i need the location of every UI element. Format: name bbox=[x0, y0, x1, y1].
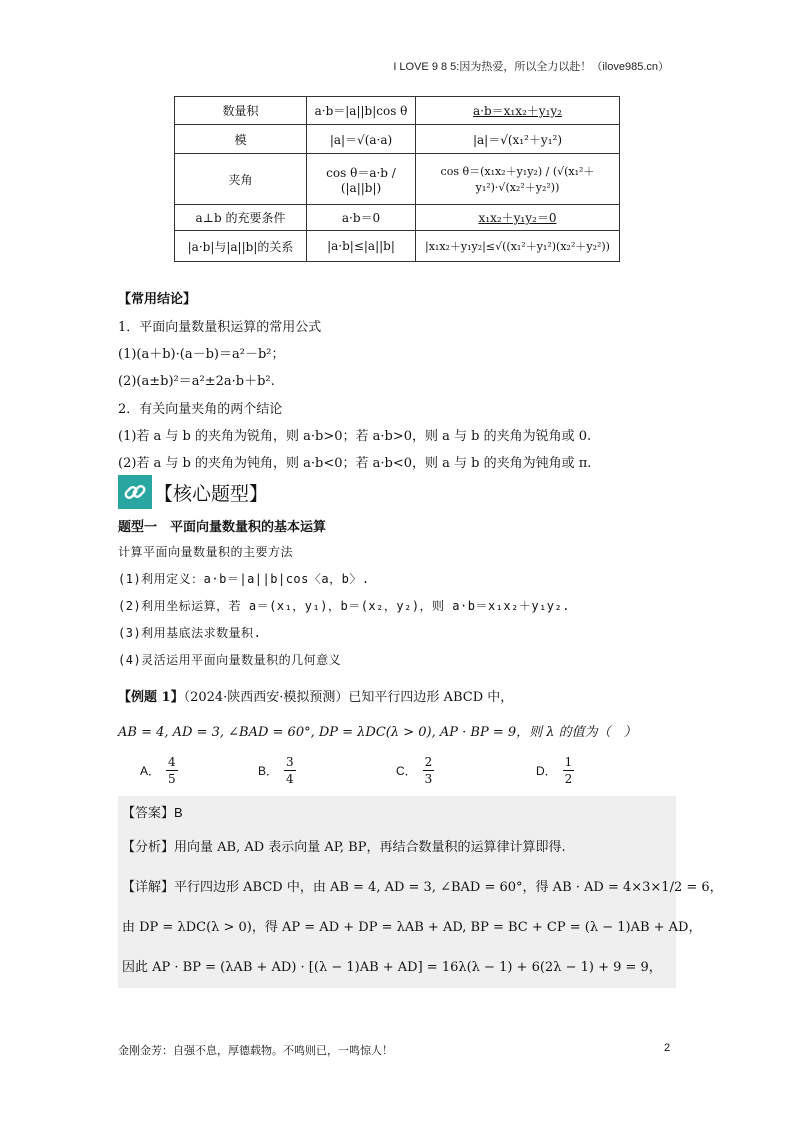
analysis-line: 【分析】用向量 AB, AD 表示向量 AP, BP，再结合数量积的运算律计算即得. bbox=[122, 840, 566, 855]
table-row bbox=[175, 125, 620, 154]
numerator: 3 bbox=[286, 755, 294, 769]
numerator: 4 bbox=[168, 755, 176, 769]
example-heading bbox=[118, 686, 513, 705]
method-title: 计算平面向量数量积的主要方法 bbox=[118, 545, 294, 559]
detail-line: 由 DP = λDC(λ > 0)，得 AP = AD + DP = λAB + AD, BP = BC + CP = (λ − 1)AB + AD， bbox=[122, 920, 702, 935]
table-row bbox=[175, 154, 620, 205]
option-label: C． bbox=[396, 764, 417, 778]
example-source: （2024·陕西西安·模拟预测）已知平行四边形 ABCD 中， bbox=[183, 690, 514, 705]
table-row bbox=[175, 205, 620, 231]
table-cell: |a|＝√(x₁²＋y₁²) bbox=[416, 125, 620, 154]
table-cell: cos θ＝a·b / (|a||b|) bbox=[307, 154, 416, 205]
fraction bbox=[166, 754, 178, 787]
denominator: 4 bbox=[286, 772, 294, 786]
table-cell: x₁x₂＋y₁y₂＝0 bbox=[416, 205, 620, 231]
topic-title: 题型一 平面向量数量积的基本运算 bbox=[118, 520, 327, 535]
detail-line: 【详解】平行四边形 ABCD 中，由 AB = 4, AD = 3, ∠BAD = 60°，得 AB · AD = 4×3×1/2 = 6， bbox=[122, 880, 723, 895]
table-cell: a·b＝x₁x₂＋y₁y₂ bbox=[416, 97, 620, 125]
option-c[interactable] bbox=[396, 754, 434, 787]
table-cell: cos θ＝(x₁x₂＋y₁y₂) / (√(x₁²＋y₁²)·√(x₂²＋y₂²)) bbox=[416, 154, 620, 205]
method-line: (2)利用坐标运算，若 a＝(x₁，y₁)，b＝(x₂，y₂)，则 a·b＝x₁x₂＋y₁y₂. bbox=[118, 599, 570, 613]
conclusion-line: 1．平面向量数量积运算的常用公式 bbox=[118, 320, 322, 335]
table-row bbox=[175, 97, 620, 125]
conclusion-line: (1)若 a 与 b 的夹角为锐角，则 a·b>0；若 a·b>0，则 a 与 b 的夹角为锐角或 0. bbox=[118, 429, 592, 444]
page-header: I LOVE 9 8 5:因为热爱，所以全力以赴！（ilove985.cn） bbox=[393, 61, 669, 73]
table-row bbox=[175, 231, 620, 262]
core-section-title bbox=[118, 474, 268, 510]
table-cell: |a·b|≤|a||b| bbox=[307, 231, 416, 262]
answer-box bbox=[118, 796, 723, 988]
table-cell: a⊥b 的充要条件 bbox=[175, 205, 307, 231]
conclusion-line: (2)若 a 与 b 的夹角为钝角，则 a·b<0；若 a·b<0，则 a 与 b 的夹角为钝角或 π. bbox=[118, 456, 592, 471]
conclusion-line: 2．有关向量夹角的两个结论 bbox=[118, 402, 283, 417]
page-number: 2 bbox=[664, 1042, 671, 1054]
conclusions-heading: 【常用结论】 bbox=[118, 292, 197, 307]
comparison-table bbox=[174, 96, 620, 262]
table-cell: |a·b|与|a||b|的关系 bbox=[175, 231, 307, 262]
numerator: 1 bbox=[564, 755, 573, 769]
option-label: B． bbox=[258, 764, 279, 778]
denominator: 5 bbox=[168, 772, 176, 786]
table-cell: a·b＝0 bbox=[307, 205, 416, 231]
link-icon bbox=[118, 475, 152, 509]
option-label: D． bbox=[536, 764, 557, 778]
page-footer: 金刚金芳：自强不息，厚德载物。不鸣则已，一鸣惊人！ bbox=[118, 1045, 393, 1057]
table-cell: |x₁x₂＋y₁y₂|≤√((x₁²＋y₁²)(x₂²＋y₂²)) bbox=[416, 231, 620, 262]
fraction bbox=[284, 754, 296, 787]
answer-line: 【答案】B bbox=[122, 805, 183, 820]
example-label: 【例题 1】 bbox=[118, 690, 184, 705]
option-b[interactable] bbox=[258, 754, 296, 787]
conclusion-line: (2)(a±b)²＝a²±2a·b＋b². bbox=[118, 374, 275, 389]
option-a[interactable] bbox=[140, 754, 178, 787]
example-condition: AB = 4, AD = 3, ∠BAD = 60°, DP = λDC(λ > 0), AP · BP = 9，则 λ 的值为（ ） bbox=[118, 725, 637, 740]
detail-line: 因此 AP · BP = (λAB + AD) · [(λ − 1)AB + AD] = 16λ(λ − 1) + 6(2λ − 1) + 9 = 9， bbox=[122, 960, 662, 975]
denominator: 2 bbox=[564, 772, 573, 786]
conclusion-line: (1)(a＋b)·(a－b)＝a²－b²； bbox=[118, 347, 285, 362]
numerator: 2 bbox=[424, 755, 433, 769]
table-cell: 夹角 bbox=[175, 154, 307, 205]
table-cell: |a|＝√(a·a) bbox=[307, 125, 416, 154]
method-line: (4)灵活运用平面向量数量积的几何意义 bbox=[118, 653, 342, 667]
fraction bbox=[563, 754, 575, 787]
method-line: (1)利用定义：a·b＝|a||b|cos〈a，b〉. bbox=[118, 572, 370, 586]
core-title: 【核心题型】 bbox=[154, 482, 269, 505]
option-d[interactable] bbox=[536, 754, 574, 787]
table-cell: 模 bbox=[175, 125, 307, 154]
table-cell: 数量积 bbox=[175, 97, 307, 125]
option-label: A． bbox=[140, 764, 161, 778]
method-line: (3)利用基底法求数量积. bbox=[118, 626, 262, 640]
table-cell: a·b＝|a||b|cos θ bbox=[307, 97, 416, 125]
fraction bbox=[423, 754, 435, 787]
denominator: 3 bbox=[424, 772, 433, 786]
